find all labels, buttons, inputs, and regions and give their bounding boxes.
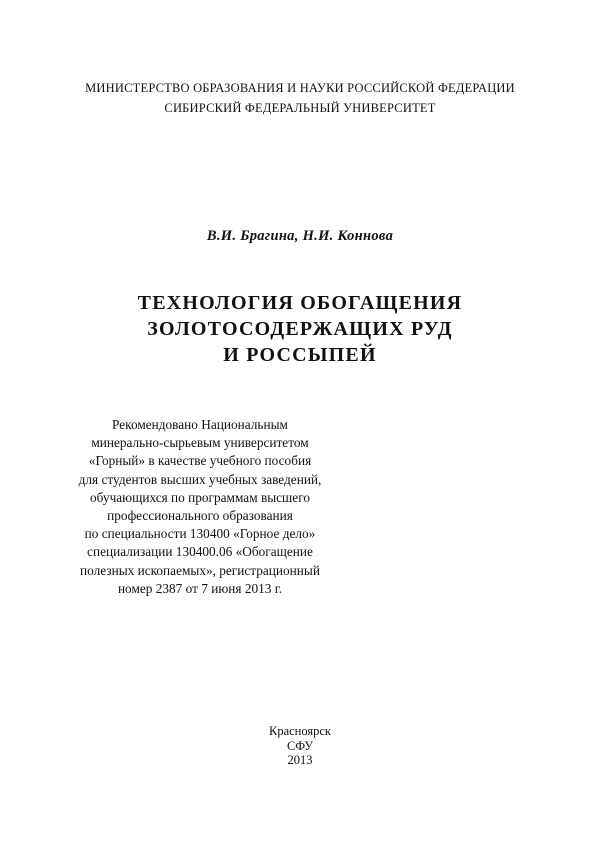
recommendation-line: специализации 130400.06 «Обогащение: [87, 544, 313, 560]
university-line: СИБИРСКИЙ ФЕДЕРАЛЬНЫЙ УНИВЕРСИТЕТ: [164, 101, 436, 115]
recommendation-line: обучающихся по программам высшего: [90, 489, 310, 505]
recommendation-line: по специальности 130400 «Горное дело»: [84, 526, 316, 542]
recommendation-line: «Горный» в качестве учебного пособия: [88, 453, 312, 469]
recommendation-line: номер 2387 от 7 июня 2013 г.: [117, 580, 283, 596]
recommendation-block: [40, 416, 360, 598]
recommendation-line: Рекомендовано Национальным: [112, 417, 288, 432]
ministry-header: [0, 78, 600, 118]
authors: В.И. Брагина, Н.И. Коннова: [206, 228, 394, 244]
recommendation-line: минерально-сырьевым университетом: [91, 435, 309, 451]
title-line-2: ЗОЛОТОСОДЕРЖАЩИХ РУД: [147, 318, 453, 340]
recommendation-line: для студентов высших учебных заведений,: [78, 471, 322, 487]
imprint-year: 2013: [287, 753, 313, 767]
ministry-line: МИНИСТЕРСТВО ОБРАЗОВАНИЯ И НАУКИ РОССИЙСКОЙ ФЕДЕРАЦИИ: [85, 81, 515, 95]
imprint-city: Красноярск: [268, 724, 331, 738]
recommendation-line: профессионального образования: [107, 508, 293, 524]
title-line-3: И РОССЫПЕЙ: [223, 344, 377, 366]
imprint-publisher: СФУ: [286, 738, 314, 753]
recommendation-line: полезных ископаемых», регистрационный: [80, 562, 320, 578]
title-line-1: ТЕХНОЛОГИЯ ОБОГАЩЕНИЯ: [137, 292, 463, 314]
book-title: [0, 290, 600, 368]
imprint: [0, 724, 600, 768]
